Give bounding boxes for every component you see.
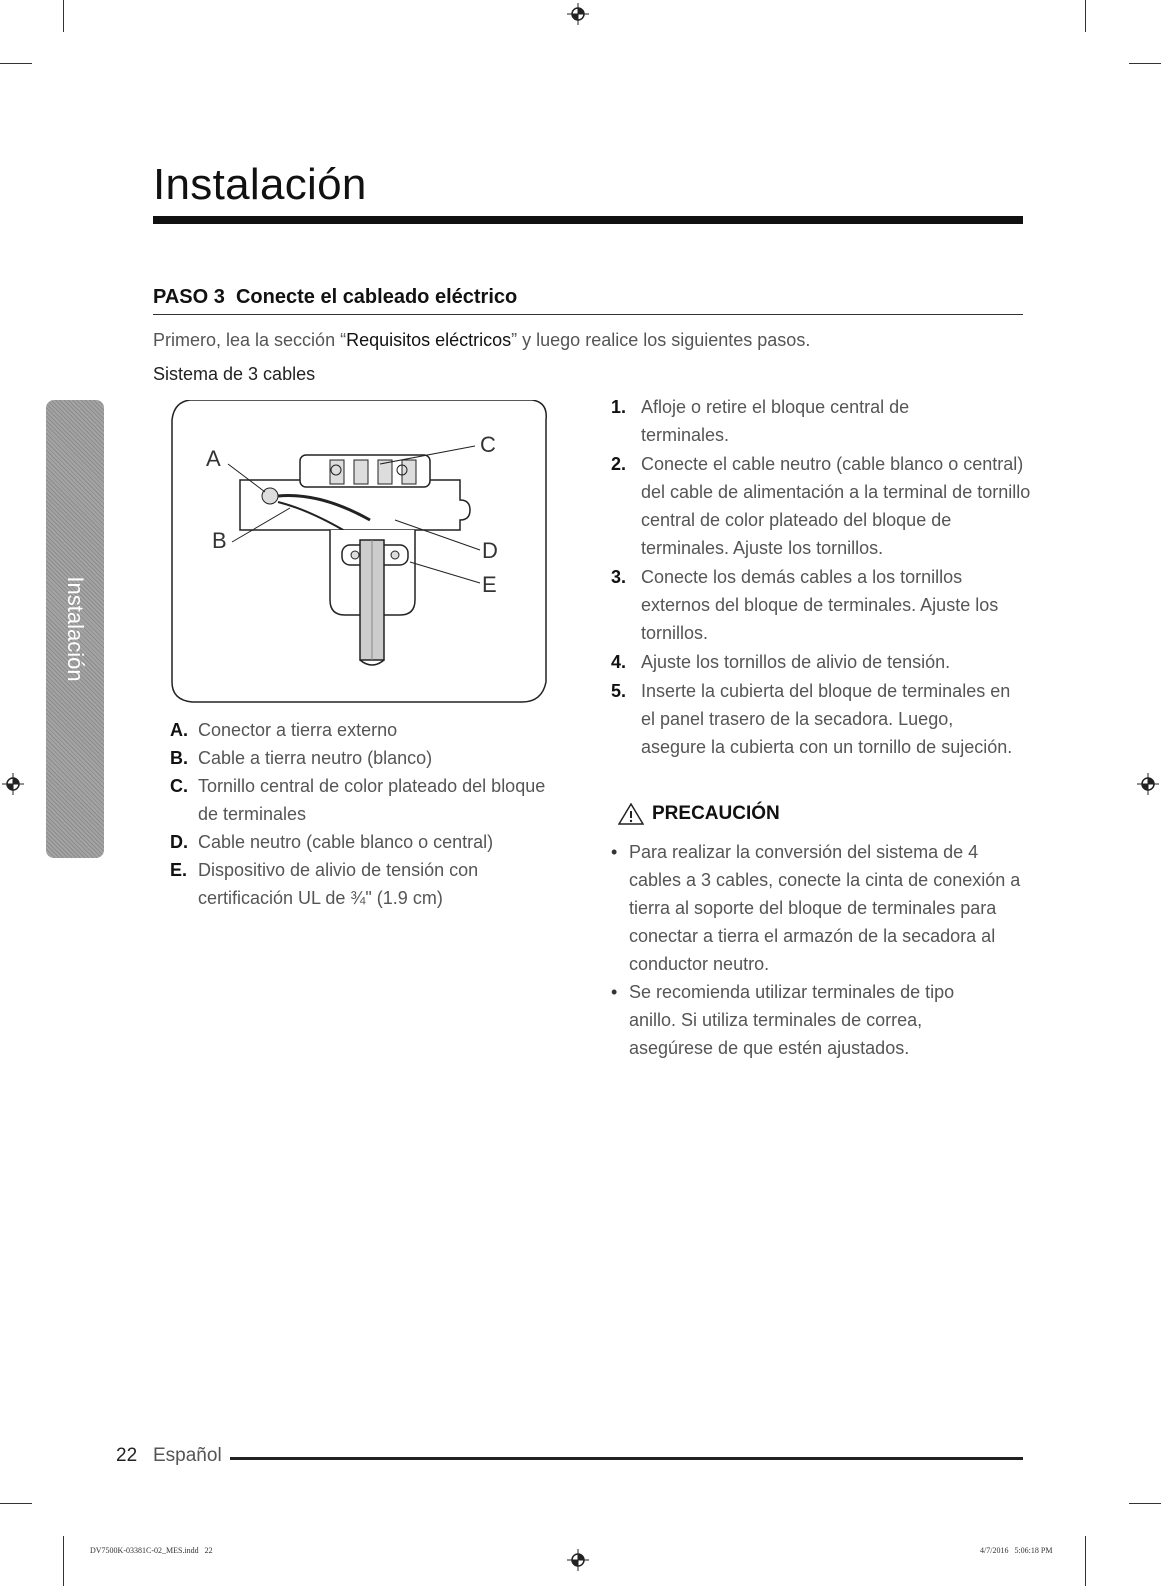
- intro-emphasis: Requisitos eléctricos: [346, 330, 512, 350]
- step-item: 5. Inserte la cubierta del bloque de terminales en el panel trasero de la secadora. Luego, asegure la cubierta con un tornillo de sujeción.: [611, 681, 1013, 757]
- figure-label-c: C: [480, 432, 496, 457]
- step-heading: PASO 3 Conecte el cableado eléctrico: [153, 286, 518, 308]
- step-item: 4. Ajuste los tornillos de alivio de tensión.: [611, 652, 951, 672]
- intro-after: ” y luego realice los siguientes pasos.: [511, 330, 811, 350]
- legend-item: C. Tornillo central de color plateado del bloque de terminales: [170, 776, 546, 824]
- figure-legend: [170, 716, 570, 912]
- step-item: 2. Conecte el cable neutro (cable blanco o central) del cable de alimentación a la terminal de tornillo central de color plateado del bloque de terminales. Ajuste los tornillos.: [611, 454, 1031, 558]
- bullet-icon: •: [611, 842, 618, 862]
- crop-mark: [1129, 63, 1161, 64]
- warning-triangle-icon: [618, 803, 644, 825]
- side-tab-label: Instalación: [63, 576, 88, 682]
- legend-item: D. Cable neutro (cable blanco o central): [170, 832, 494, 852]
- steps-list: [611, 393, 1031, 762]
- subheading: Sistema de 3 cables: [153, 364, 316, 384]
- crop-mark: [63, 1536, 64, 1586]
- leader-e: [410, 562, 480, 583]
- crop-mark: [1129, 1503, 1161, 1504]
- crop-mark: [63, 0, 64, 32]
- registration-mark-icon: [567, 1549, 589, 1571]
- caution-heading: [618, 803, 780, 825]
- footer-rule: [230, 1457, 1023, 1460]
- bullet-item: • Se recomienda utilizar terminales de tipo anillo. Si utiliza terminales de correa, asegúrese de que estén ajustados.: [611, 978, 1031, 1062]
- print-slug-file: DV7500K-03381C-02_MES.indd 22: [90, 1546, 213, 1555]
- wiring-diagram: [170, 400, 550, 704]
- crop-mark: [1085, 1536, 1086, 1586]
- page-title: Instalación: [153, 160, 367, 209]
- step-rule: [153, 314, 1023, 315]
- legend-item: A. Conector a tierra externo: [170, 720, 398, 740]
- step-item: 1. Afloje o retire el bloque central de terminales.: [611, 397, 910, 445]
- legend-item: B. Cable a tierra neutro (blanco): [170, 748, 433, 768]
- terminal-block: [240, 455, 470, 534]
- intro-before: Primero, lea la sección “: [153, 330, 347, 350]
- print-slug-date: 4/7/2016 5:06:18 PM: [980, 1546, 1053, 1555]
- page-number: 22: [116, 1445, 138, 1466]
- footer-language: Español: [153, 1445, 222, 1466]
- crop-mark: [1085, 0, 1086, 32]
- intro-text: [153, 330, 810, 351]
- step-item: 3. Conecte los demás cables a los tornillos externos del bloque de terminales. Ajuste los tornillos.: [611, 567, 999, 643]
- section-side-tab: [46, 400, 104, 858]
- legend-item: E. Dispositivo de alivio de tensión con certificación UL de ¾" (1.9 cm): [170, 860, 479, 908]
- figure-label-d: D: [482, 538, 498, 563]
- crop-mark: [0, 63, 32, 64]
- registration-mark-icon: [2, 773, 24, 795]
- figure-label-a: A: [206, 446, 221, 471]
- title-rule: [153, 216, 1023, 224]
- caution-label: PRECAUCIÓN: [652, 803, 780, 824]
- bullet-item: • Para realizar la conversión del sistema de 4 cables a 3 cables, conecte la cinta de conexión a tierra al soporte del bloque de terminales para conectar a tierra el armazón de la secadora al conductor neutro.: [611, 838, 1031, 978]
- strain-relief: [330, 530, 415, 665]
- caution-bullets: [611, 838, 1031, 1062]
- registration-mark-icon: [567, 3, 589, 25]
- crop-mark: [0, 1503, 32, 1504]
- bullet-icon: •: [611, 982, 618, 1002]
- figure-label-e: E: [482, 572, 497, 597]
- figure-label-b: B: [212, 528, 227, 553]
- registration-mark-icon: [1137, 773, 1159, 795]
